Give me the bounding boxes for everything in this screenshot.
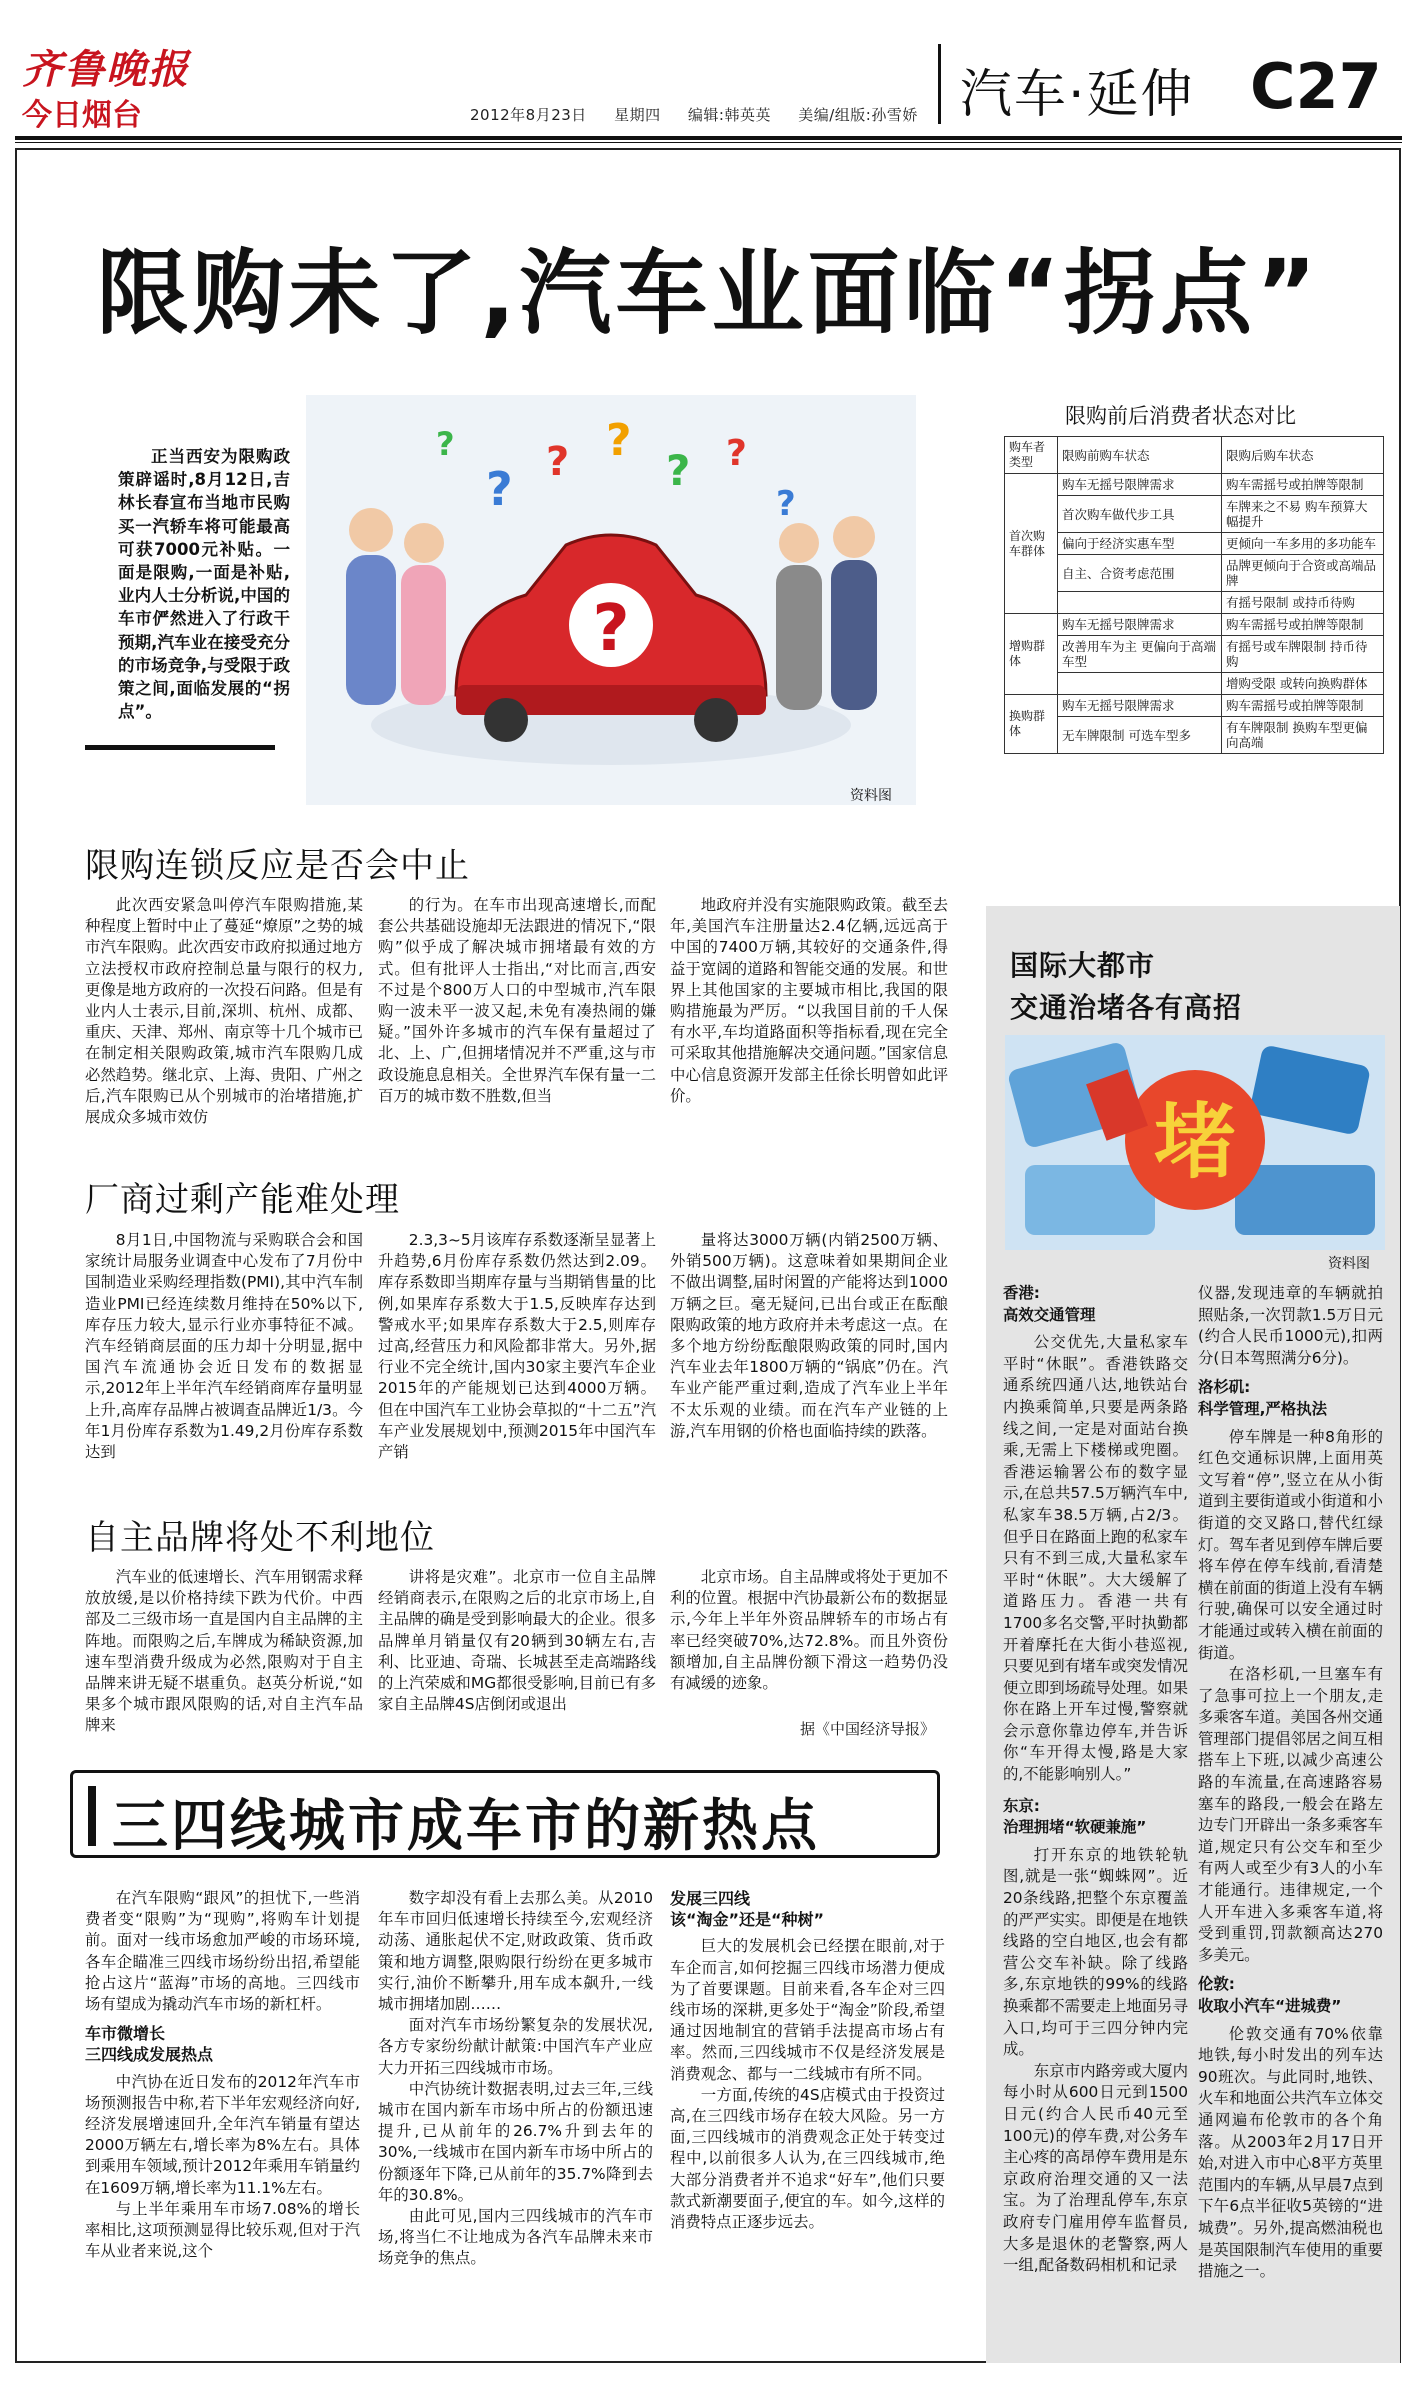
- feature-headline-bar: [88, 1786, 96, 1846]
- feature-subhead: 该“淘金”还是“种树”: [670, 1910, 825, 1930]
- table-cell: 增购受限 或转向换购群体: [1221, 673, 1383, 695]
- city-tagline: 治理拥堵“软硬兼施”: [1003, 1818, 1147, 1837]
- sidebar-paragraph: 公交优先,大量私家车平时“休眠”。香港铁路交通系统四通八达,地铁站台内换乘简单,只要是两条路线之间,一定是对面站台换乘,无需上下楼梯或兜圈。香港运输署公布的数字显示,在总共57.5万辆汽车中,私家车38.5万辆,占2/3。但乎日在路面上跑的私家车只有不到三成,大量私家车平时“休眠”。大大缓解了道路压力。香港一共有1700多名交警,平时执勤都开着摩托在大街小巷巡视,只要见到有堵车或突发情况便立即到场疏导处理。如果你在路上开车过慢,警察就会示意你靠边停车,并告诉你“车开得太慢,路是大家的,不能影响别人。”: [1003, 1333, 1188, 1784]
- feature-paragraph: 由此可见,国内三四线城市的汽车市场,将当仁不让地成为各汽车品牌未来市场竞争的焦点。: [378, 2207, 653, 2268]
- sidebar-title: [1010, 945, 1242, 1029]
- svg-text:?: ?: [776, 484, 796, 524]
- edition-name: 今日烟台: [22, 98, 142, 133]
- table-header-row: [1005, 437, 1384, 474]
- feature-paragraph: 与上半年乘用车市场7.08%的增长率相比,这项预测显得比较乐观,但对于汽车从业者来说,这个: [85, 2199, 360, 2261]
- group-cell: 首次购车群体: [1005, 474, 1058, 614]
- issue-date: 2012年8月23日: [470, 106, 587, 124]
- sidebar-paragraph: 停车牌是一种8角形的红色交通标识牌,上面用英文写着“停”,竖立在从小街道到主要街道或小街道和小街道的交叉路口,替代红绿灯。驾车者见到停车牌后要将车停在停车线前,看清楚横在前面的街道上没有车辆行驶,确保可以安全通过时才能通过或转入横在前面的街道。: [1198, 1427, 1383, 1662]
- editor-credit: 编辑:韩英英: [687, 106, 771, 124]
- table-cell: 购车无摇号限牌需求: [1058, 695, 1222, 717]
- sidebar-col1: [1003, 1283, 1188, 2277]
- table-cell: 更倾向一车多用的多功能车: [1221, 533, 1383, 555]
- table-cell: 有摇号或车牌限制 持币待购: [1221, 636, 1383, 673]
- feature-paragraph: 巨大的发展机会已经摆在眼前,对于车企而言,如何挖掘三四线市场潜力便成为了首要课题。目前来看,各车企对三四线市场的深耕,更多处于“淘金”阶段,希望通过因地制宜的营销手法提高市场占有率。然而,三四线城市不仅是经济发展是消费观念、都与一二线城市有所不同。: [670, 1937, 945, 2083]
- table-header-cell: 购车者类型: [1005, 437, 1058, 474]
- city-label: 伦敦:: [1198, 1975, 1235, 1994]
- masthead-rule: [15, 136, 1402, 140]
- sidebar-paragraph: 在洛杉矶,一旦塞车有了急事可拉上一个朋友,走多乘客车道。美国各州交通管理部门提倡邻居之间互相搭车上下班,以减少高速公路的车流量,在高速路容易塞车的路段,一般会在路左边专门开辟出一条多乘客车道,规定只有公交车和至少有两人或至少有3人的小车才能通行。违律规定,一个人开车进入多乘客车道,将受到重罚,罚款额高达270多美元。: [1198, 1665, 1383, 1964]
- section1-col1: 此次西安紧急叫停汽车限购措施,某种程度上暂时中止了蔓延“燎原”之势的城市汽车限购。此次西安市政府拟通过地方立法授权市政府控制总量与限行的权力,更像是地方政府的一次投石问路。但是有业内人士表示,目前,深圳、杭州、成都、重庆、天津、郑州、南京等十几个城市已在制定相关限购政策,城市汽车限购几成必然趋势。继北京、上海、贵阳、广州之后,汽车限购已从个别城市的治堵措施,扩展成众多城市效仿: [85, 896, 363, 1127]
- section2-col1: 8月1日,中国物流与采购联合会和国家统计局服务业调查中心发布了7月份中国制造业采购经理指数(PMI),其中汽车制造业PMI已经连续数月维持在50%以下,库存压力较大,显示行业亦事特征不减。汽车经销商层面的压力却十分明显,据中国汽车流通协会近日发布的数据显示,2012年上半年汽车经销商库存量明显上升,高库存品牌占被调查品牌近1/3。今年1月份库存系数为1.49,2月份库存系数达到: [85, 1231, 363, 1462]
- feature-subhead: 三四线成发展热点: [85, 2045, 214, 2065]
- city-tagline: 收取小汽车“进城费”: [1198, 1997, 1342, 2015]
- sidebar-title-line2: 交通治堵各有高招: [1010, 991, 1243, 1024]
- city-tagline: 科学管理,严格执法: [1198, 1399, 1327, 1418]
- feature-subhead: 车市微增长: [85, 2024, 166, 2044]
- feature-col2: [378, 1888, 653, 2270]
- illustration-traffic-jam: [1005, 1035, 1385, 1250]
- table-cell: 车牌来之不易 购车预算大幅提升: [1221, 496, 1383, 533]
- sidebar-illustration-caption: 资料图: [1328, 1256, 1370, 1272]
- section3-col3: 北京市场。自主品牌或将处于更加不利的位置。根据中汽协最新公布的数据显示,今年上半年外资品牌轿车的市场占有率已经突破70%,达72.8%。而且外资份额增加,自主品牌份额下滑这一趋势仍没有减缓的迹象。: [670, 1568, 948, 1693]
- sidebar-paragraph: 打开东京的地铁轮轨图,就是一张“蜘蛛网”。近20条线路,把整个东京覆盖的严严实实。即便是在地铁线路的空白地区,也会有都营公交车补缺。除了线路多,东京地铁的99%的线路换乘都不需要走上地面另寻入口,均可于三四分钟内完成。: [1003, 1845, 1188, 2059]
- feature-paragraph: 面对汽车市场纷繁复杂的发展状况,各方专家纷纷献计献策:中国汽车产业应大力开拓三四线城市市场。: [378, 2016, 653, 2077]
- section2-heading: 厂商过剩产能难处理: [85, 1180, 400, 1220]
- svg-text:?: ?: [726, 433, 747, 474]
- table-row: [1005, 673, 1384, 695]
- table-row: [1005, 555, 1384, 592]
- city-tagline: 高效交通管理: [1003, 1305, 1096, 1324]
- table-cell: 自主、合资考虑范围: [1058, 555, 1222, 592]
- table-cell: [1058, 592, 1222, 614]
- table-cell: 有摇号限制 或持币待购: [1221, 592, 1383, 614]
- sidebar-title-line1: 国际大都市: [1010, 949, 1156, 982]
- section3-col2: 讲将是灾难”。北京市一位自主品牌经销商表示,在限购之后的北京市场上,自主品牌的确是受到影响最大的企业。很多品牌单月销量仅有20辆到30辆左右,吉利、比亚迪、奇瑞、长城甚至走高端路线的上汽荣威和MG都很受影响,目前已有多家自主品牌4S店倒闭或退出: [378, 1568, 656, 1714]
- sidebar-paragraph: 伦敦交通有70%依靠地铁,每小时发出的列车达90班次。与此同时,地铁、火车和地面公共汽车立体交通网遍布伦敦市的各个角落。从2003年2月17日开始,对进入市中心8平方英里范围内的车辆,从早晨7点到下午6点半征收5英镑的“进城费”。另外,提高燃油税也是英国限制汽车使用的重要措施之一。: [1198, 2024, 1383, 2281]
- section1-col3: 地政府并没有实施限购政策。截至去年,美国汽车注册量达2.4亿辆,远远高于中国的7400万辆,其较好的交通条件,得益于宽阔的道路和智能交通的发展。和世界上其他国家的主要城市相比,我国的限购措施最为严厉。“以我国目前的千人保有水平,车均道路面积等指标看,现在完全可采取其他措施解决交通问题。”国家信息中心信息资源开发部主任徐长明曾如此评价。: [670, 896, 948, 1105]
- issue-meta: [470, 104, 940, 125]
- section3-col1: 汽车业的低速增长、汽车用钢需求释放放缓,是以价格持续下跌为代价。中西部及二三级市场一直是国内自主品牌的主阵地。而限购之后,车牌成为稀缺资源,加速车型消费升级成为必然,限购对于自主品牌来讲无疑不堪重负。赵英分析说,“如果多个城市跟风限购的话,对自主汽车品牌来: [85, 1568, 363, 1735]
- table-cell: 购车无摇号限牌需求: [1058, 474, 1222, 496]
- section3-heading: 自主品牌将处不利地位: [85, 1518, 435, 1558]
- comparison-table: [1004, 436, 1384, 754]
- svg-text:堵: 堵: [1153, 1095, 1237, 1190]
- table-cell: 首次购车做代步工具: [1058, 496, 1222, 533]
- table-title: 限购前后消费者状态对比: [1065, 404, 1296, 428]
- table-header-cell: 限购前购车状态: [1058, 437, 1222, 474]
- svg-text:?: ?: [436, 425, 455, 463]
- issue-weekday: 星期四: [614, 106, 661, 124]
- illustration-caption: 资料图: [850, 788, 892, 804]
- table-row: [1005, 533, 1384, 555]
- svg-text:?: ?: [666, 446, 691, 495]
- section1-col2: 的行为。在车市出现高速增长,而配套公共基础设施却无法跟进的情况下,“限购”似乎成了解决城市拥堵最有效的方式。但有批评人士指出,“对比而言,西安不过是个800万人口的中型城市,汽车限购一波未平一波又起,未免有凑热闹的嫌疑。”国外许多城市的汽车保有量超过了北、上、广,但拥堵情况并不严重,这与市政设施息息相关。全世界汽车保有量一二百万的城市数不胜数,但当: [378, 896, 656, 1105]
- feature-col1: [85, 1888, 360, 2262]
- table-cell: 购车需摇号或拍牌等限制: [1221, 474, 1383, 496]
- table-cell: 无车牌限制 可选车型多: [1058, 717, 1222, 754]
- page-number: C27: [1250, 50, 1382, 123]
- table-cell: 改善用车为主 更偏向于高端车型: [1058, 636, 1222, 673]
- table-cell: 品牌更倾向于合资或高端品牌: [1221, 555, 1383, 592]
- table-row: [1005, 717, 1384, 754]
- table-cell: [1058, 673, 1222, 695]
- table-cell: 有车牌限制 换购车型更偏向高端: [1221, 717, 1383, 754]
- city-label: 东京:: [1003, 1796, 1040, 1815]
- lead-paragraph: 正当西安为限购政策辟谣时,8月12日,吉林长春宣布当地市民购买一汽轿车将可能最高可获7000元补贴。一面是限购,一面是补贴,业内人士分析说,中国的车市俨然进入了行政干预期,汽车业在接受充分的市场竞争,与受限于政策之间,面临发展的“拐点”。: [118, 447, 290, 722]
- svg-text:?: ?: [592, 592, 630, 666]
- section2-col3: 量将达3000万辆(内销2500万辆、外销500万辆)。这意味着如果期间企业不做出调整,届时闲置的产能将达到1000万辆之巨。毫无疑问,已出台或正在酝酿限购政策的地方政府并未考虑这一点。在多个地方纷纷酝酿限购政策的同时,国内汽车业去年1800万辆的“锅底”仍在。汽车业产能严重过剩,造成了汽车业上半年不太乐观的业绩。而在汽车产业链的上游,汽车用钢的价格也面临持续的跌落。: [670, 1231, 948, 1440]
- table-cell: 购车无摇号限牌需求: [1058, 614, 1222, 636]
- masthead-rule-thin: [15, 142, 1402, 143]
- designer-credit: 美编/组版:孙雪娇: [798, 106, 918, 124]
- feature-paragraph: 在汽车限购“跟风”的担忧下,一些消费者变“限购”为“现购”,将购车计划提前。面对一线市场愈加严峻的市场环境,各车企瞄准三四线市场纷纷出招,希望能抢占这片“蓝海”市场的高地。三四线市场有望成为撬动汽车市场的新杠杆。: [85, 1889, 360, 2014]
- sidebar-col2: [1198, 1283, 1383, 2283]
- section-name: 汽车·延伸: [960, 65, 1195, 125]
- table-row: [1005, 614, 1384, 636]
- table-row: [1005, 496, 1384, 533]
- feature-paragraph: 数字却没有看上去那么美。从2010年车市回归低速增长持续至今,宏观经济动荡、通胀起伏不定,财政政策、货币政策和地方调整,限购限行纷纷在更多城市实行,油价不断攀升,用车成本飙升,一线城市拥堵加剧……: [378, 1889, 653, 2014]
- lead-rule: [85, 745, 275, 750]
- table-row: [1005, 695, 1384, 717]
- table-cell: 偏向于经济实惠车型: [1058, 533, 1222, 555]
- table-row: [1005, 636, 1384, 673]
- table-cell: 购车需摇号或拍牌等限制: [1221, 614, 1383, 636]
- sidebar-paragraph: 东京市内路旁或大厦内每小时从600日元到1500日元(约合人民币40元至100元)的停车费,对公务车主心疼的高昂停车费用是东京政府治理交通的又一法宝。为了治理乱停车,东京政府专门雇用停车监督员,大多是退休的老警察,两人一组,配备数码相机和记录: [1003, 2061, 1188, 2275]
- table-row: [1005, 592, 1384, 614]
- feature-headline: 三四线城市成车市的新热点: [112, 1794, 820, 1859]
- svg-text:?: ?: [486, 462, 513, 516]
- table-header-cell: 限购后购车状态: [1221, 437, 1383, 474]
- feature-subhead: 发展三四线: [670, 1889, 751, 1908]
- table-row: [1005, 474, 1384, 496]
- city-label: 香港:: [1003, 1284, 1040, 1302]
- feature-paragraph: 中汽协在近日发布的2012年汽车市场预测报告中称,若下半年宏观经济向好,经济发展增速回升,全年汽车销量有望达2000万辆左右,增长率为8%左右。具体到乘用车领域,预计2012年乘用车销量约在1609万辆,增长率为11.1%左右。: [85, 2072, 360, 2197]
- svg-text:?: ?: [546, 439, 570, 485]
- group-cell: 增购群体: [1005, 614, 1058, 695]
- feature-paragraph: 一方面,传统的4S店模式由于投资过高,在三四线市场存在较大风险。另一方面,三四线城市的消费观念正处于转变过程中,以前很多人认为,在三四线城市,绝大部分消费者并不追求“好车”,他们只要款式新潮要面子,便宜的车。如今,这样的消费特点正逐步远去。: [670, 2085, 945, 2232]
- section3-source: 据《中国经济导报》: [800, 1720, 936, 1738]
- sidebar-paragraph: 仪器,发现违章的车辆就拍照贴条,一次罚款1.5万日元(约合人民币1000元),扣两分(日本驾照满分6分)。: [1198, 1284, 1383, 1367]
- group-cell: 换购群体: [1005, 695, 1058, 754]
- feature-col3: [670, 1888, 945, 2233]
- svg-text:?: ?: [606, 415, 632, 466]
- table-cell: 购车需摇号或拍牌等限制: [1221, 695, 1383, 717]
- feature-paragraph: 中汽协统计数据表明,过去三年,三线城市在国内新车市场中所占的份额迅速提升,已从前年的26.7%升到去年的30%,一线城市在国内新车市场中所占的份额逐年下降,已从前年的35.7%降到去年的30.8%。: [378, 2079, 653, 2204]
- city-label: 洛杉矶:: [1198, 1378, 1251, 1397]
- main-headline: 限购未了,汽车业面临“拐点”: [96, 240, 1321, 347]
- newspaper-logo: 齐鲁晚报: [22, 46, 190, 93]
- section2-col2: 2.3,3~5月该库存系数逐渐呈显著上升趋势,6月份库存系数仍然达到2.09。库存系数即当期库存量与当期销售量的比例,如果库存系数大于1.5,反映库存达到警戒水平;如果库存系数大于2.5,则库存过高,经营压力和风险都非常大。另外,据行业不完全统计,国内30家主要汽车企业2015年的产能规划已达到4000万辆。但在中国汽车工业协会草拟的“十二五”汽车产业发展规划中,预测2015年中国汽车产销: [378, 1231, 656, 1462]
- section1-heading: 限购连锁反应是否会中止: [85, 846, 470, 886]
- illustration-car-question: [306, 395, 916, 805]
